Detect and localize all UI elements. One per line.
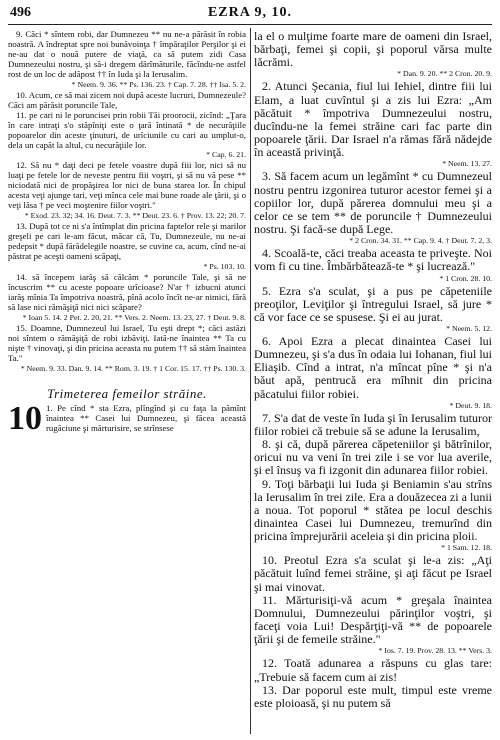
cross-reference: * Neem. 9. 36. ** Ps. 136. 23. † Cap. 7. 28. †† Isa. 5. 2. (71, 79, 246, 89)
verse: 11. Mărturisiţi-vă acum * greşala înaintea Domnului, Dumnezeului părinţilor voştri, şi faceţi voia Lui! Despărţiţi-vă ** de popoarele ţării şi de femeile străine." (254, 592, 492, 647)
right-column (254, 30, 492, 710)
cross-reference: * Cap. 6. 21. (206, 150, 246, 160)
section-title: Trimeterea femeilor străine. (47, 385, 207, 401)
chapter-first-verse: 1. Pe cînd * sta Ezra, plîngînd şi cu faţa la pămînt înaintea ** Casei lui Dumnezeu, şi făcea această rugăciune şi mărturisire, se strînsese (46, 402, 246, 433)
cross-reference: * Ioan 5. 14. 2 Pet. 2. 20, 21. ** Vers. 2. Neem. 13. 23, 27. † Deut. 9. 8. (22, 312, 246, 322)
verse: 14. să începem iarăş să călcăm * poruncile Tale, şi să ne încuscrim ** cu aceste popoare urîcioase? N'ar † izbucni atunci iarăş mînia Ta împotriva noastră, pînă acolo încît ne-ar nimici, fără să lase nici rămăşiţă nici nici scăpare? (8, 272, 246, 312)
verse: 10. Acum, ce să mai zicem noi după aceste lucruri, Dumnezeule? Căci am părăsit poruncile Tale, (8, 89, 246, 110)
bible-page (8, 4, 492, 734)
cross-reference: * Neem. 13. 27. (442, 159, 492, 169)
verse: 15. Doamne, Dumnezeul lui Israel, Tu eşti drept *; căci astăzi noi sîntem o rămăşiţă de robi izbăviţi. Iată-ne înaintea ** Ta cu nişte † vinovaţi, şi din pricina aceasta nu putem †† să stăm înaintea Ta." (8, 322, 246, 363)
verse: 12. Să nu * daţi deci pe fetele voastre după fiii lor, nici să nu luaţi pe fetele lor de neveste pentru fiii voştri, şi să nu vă pese ** niciodată nici de propăşirea lor nici de buna starea lor. În chipul acesta veţi ajunge tari, veţi mînca cele mai bune roade ale ţării, şi o veţi lăsa † pe veci moştenire fiilor voştri." (8, 160, 246, 211)
cross-reference: * Exod. 23. 32; 34. 16. Deut. 7. 3. ** Deut. 23. 6. † Prov. 13. 22; 20. 7. (24, 211, 246, 221)
verse: 13. După tot ce ni s'a întîmplat din pricina faptelor rele şi marilor greşeli pe cari le-am făcut, măcar că, Tu, Dumnezeule, nu ne-ai pedepsit * după fărădelegile noastre, se cuvine ca, acum, cînd ne-ai păstrat pe aceşti oameni scăpaţi, (8, 221, 246, 262)
verse: 13. Dar poporul este mult, timpul este vreme este ploioasă, şi nu putem să (254, 682, 492, 710)
verse: 9. Toţi bărbaţii lui Iuda şi Beniamin s'au strîns la Ierusalim în trei zile. Era a douăzecea zi a lunii a noua. Tot poporul * stătea pe locul deschis dinaintea Casei lui Dumnezeu, tremurînd din pricina împrejurării aceleia şi din pricina ploii. (254, 476, 492, 544)
verse: 10. Preotul Ezra s'a sculat şi le-a zis: „Aţi păcătuit luînd femei străine, şi aţi făcut pe Israel şi mai vinovat. (254, 553, 492, 594)
verse: 2. Atunci Şecania, fiul lui Iehiel, dintre fiii lui Elam, a luat cuvîntul şi a zis lui Ezra: „Am păcătuit * împotriva Dumnezeului nostru, ducîndu-ne la femei străine cari fac parte din popoarele ţării. Dar Israel n'a rămas fără nădejde în această privinţă. (254, 79, 492, 160)
left-column (8, 30, 246, 710)
cross-reference: * 1 Cron. 28. 10. (439, 273, 492, 283)
cross-reference: * Neem. 5. 12. (446, 323, 492, 333)
verse: 4. Scoală-te, căci treaba aceasta te priveşte. Noi vom fi cu tine. Îmbărbătează-te * şi lucrează." (254, 246, 492, 274)
cross-reference: * 2 Cron. 34. 31. ** Cap. 9. 4. † Deut. 7. 2, 3. (349, 236, 492, 246)
cross-reference: * Ios. 7. 19. Prov. 28. 13. ** Vers. 3. (378, 646, 492, 656)
running-head: EZRA 9, 10. (207, 5, 293, 20)
verse: 3. Să facem acum un legămînt * cu Dumnezeul nostru pentru izgonirea tuturor acestor femei şi a copiilor lor, după părerea domnului meu şi a celor ce se tem ** de poruncile † Dumnezeului nostru. Şi facă-se după Lege. (254, 169, 492, 237)
verse: 12. Toată adunarea a răspuns cu glas tare: „Trebuie să facem cum ai zis! (254, 656, 492, 684)
chapter-opening (8, 399, 246, 437)
page-number: 496 (10, 5, 31, 20)
verse: 5. Ezra s'a sculat, şi a pus pe căpeteniile preoţilor, Leviţilor şi întregului Israel, să jure * că vor face ce se spusese. Şi ei au jurat. (254, 283, 492, 324)
cross-reference: * Neem. 9. 33. Dan. 9. 14. ** Rom. 3. 19. † 1 Cor. 15. 17. †† Ps. 130. 3. (20, 363, 246, 373)
verse-continuation: la el o mulţime foarte mare de oameni din Israel, bărbaţi, femei şi copii, şi poporul vărsa multe lăcrămi. (254, 29, 492, 70)
cross-reference: * Ps. 103. 10. (203, 262, 246, 272)
cross-reference: * 1 Sam. 12. 18. (441, 543, 492, 553)
page-header (8, 4, 492, 25)
chapter-number: 10 (8, 399, 42, 437)
cross-reference: * Dan. 9. 20. ** 2 Cron. 20. 9. (397, 69, 492, 79)
verse: 6. Apoi Ezra a plecat dinaintea Casei lui Dumnezeu, şi s'a dus în odaia lui Iohanan, fiul lui Eliaşib. Cînd a intrat, n'a mîncat pîne * şi n'a băut apă, pentrucă era mîhnit din pricina păcatului fiilor robiei. (254, 333, 492, 401)
verse: 7. S'a dat de veste în Iuda şi în Ierusalim tuturor fiilor robiei că trebuie să se adune la Ierusalim, (254, 410, 492, 438)
verse: 8. şi că, după părerea căpeteniilor şi bătrînilor, oricui nu va veni în trei zile i se vor lua averile, şi el însuş va fi izgonit din adunarea fiilor robiei. (254, 437, 492, 478)
verse: 9. Căci * sîntem robi, dar Dumnezeu ** nu ne-a părăsit în robia noastră. A îndreptat spre noi bunăvoinţa † împăraţilor Perşilor şi ei ne-au dat o nouă putere de viaţă, ca să putem zidi Casa Dumnezeului nostru, şi să-i dregem dărîmăturile, făcîndu-ne astfel rost de un loc de adăpost †† în Iuda şi la Ierusalim. (8, 29, 246, 79)
verse: 11. pe cari ni le poruncisei prin robii Tăi proorocii, zicînd: „Ţara în care intraţi s'o stăpîniţi este o ţară întinată * de necurăţiile popoarelor din aceste ţinuturi, de urîciunile cu cari au umplut-o, dela un capăt la altul, cu necurăţiile lor. (8, 109, 246, 150)
cross-reference: * Deut. 9. 18. (449, 400, 492, 410)
